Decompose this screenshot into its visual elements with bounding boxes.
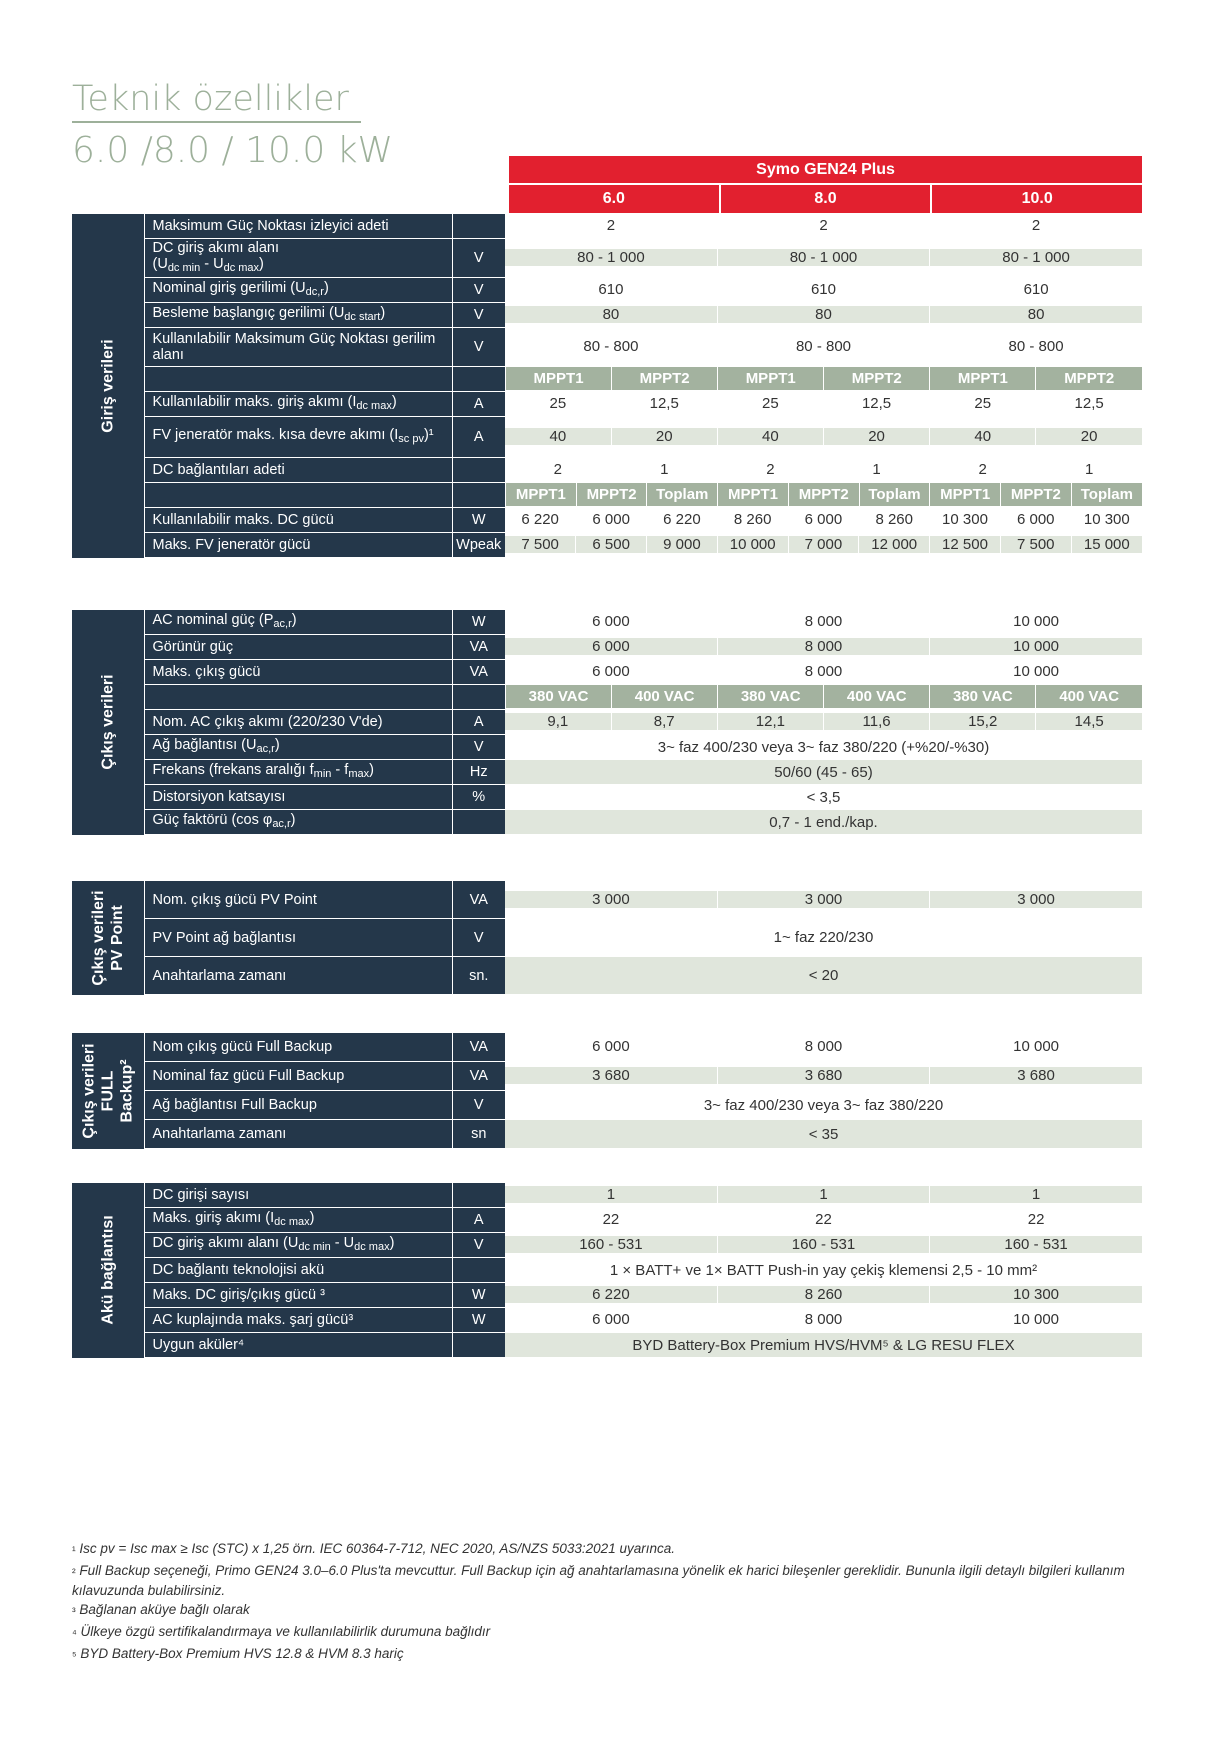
sub-header-cell: MPPT2: [612, 367, 718, 391]
input-data-section: [72, 214, 1142, 558]
value-cell: 1: [823, 461, 929, 479]
row-label: Nominal faz gücü Full Backup: [144, 1062, 452, 1091]
row-unit: VA: [452, 1033, 505, 1062]
value-cell: 80 - 800: [930, 338, 1142, 356]
value-cell: 6 000: [1000, 511, 1071, 529]
value-cell: 10 000: [930, 638, 1142, 656]
value-cell: 20: [611, 428, 717, 446]
sub-header-cell: MPPT2: [576, 483, 647, 507]
footnote: ² Full Backup seçeneği, Primo GEN24 3.0–6.0 Plus'ta mevcuttur. Full Backup için ağ anahtarlamasına yönelik ek harici bileşenler gereklidir. Bununla ilgili detaylı bilgileri kullanım kılavuzunda bulabilirsiniz.: [72, 1563, 1125, 1598]
row-label: AC nominal güç $(P_{ac,r})$: [144, 610, 452, 635]
row-label: DC girişi sayısı: [144, 1183, 452, 1208]
section-title: Çıkış verileri: [99, 674, 117, 770]
section-side-label: [72, 1033, 144, 1149]
value-cell: 80: [717, 306, 929, 324]
value-cell: 2: [717, 461, 823, 479]
value-cell: 8,7: [611, 713, 717, 731]
value-cell: 8 000: [717, 1311, 929, 1329]
value-cell: 80 - 1 000: [930, 249, 1142, 267]
row-label: Ağ bağlantısı Full Backup: [144, 1091, 452, 1120]
row-label: Distorsiyon katsayısı: [144, 785, 452, 810]
value-cell: 2: [505, 461, 611, 479]
sub-header-cell: 380 VAC: [930, 685, 1036, 709]
row-unit: [452, 458, 505, 483]
section-side-label: [72, 881, 144, 995]
row-label: Uygun aküler⁴: [144, 1333, 452, 1358]
value-cell: 22: [505, 1211, 717, 1229]
value-cell: 6 000: [505, 638, 717, 656]
row-unit: [452, 1258, 505, 1283]
value-cell: 40: [505, 428, 611, 446]
value-cell: 40: [930, 428, 1036, 446]
row-label: Nominal giriş gerilimi $(U_{dc,r})$: [144, 278, 452, 303]
row-label: AC kuplajında maks. şarj gücü³: [144, 1308, 452, 1333]
sub-header-cell: 400 VAC: [1036, 685, 1142, 709]
value-cell: 12 500: [930, 536, 1001, 554]
value-cell: 2: [930, 461, 1036, 479]
sub-header-cell: 400 VAC: [824, 685, 930, 709]
model-8-header: 8.0: [719, 185, 931, 213]
sub-header-cell: MPPT1: [930, 367, 1036, 391]
sub-header-cell: MPPT1: [506, 367, 612, 391]
value-cell: < 35: [505, 1120, 1142, 1149]
row-unit: [452, 1183, 505, 1208]
value-cell: 80 - 800: [717, 338, 929, 356]
value-cell: 8 000: [717, 1038, 929, 1056]
sub-header-cell: MPPT1: [718, 483, 789, 507]
value-cell: 10 000: [930, 1311, 1142, 1329]
value-cell: 12 000: [859, 536, 930, 554]
value-cell: 6 000: [788, 511, 859, 529]
row-label: Anahtarlama zamanı: [144, 957, 452, 995]
value-cell: 6 220: [505, 1286, 717, 1304]
value-cell: 8 260: [717, 1286, 929, 1304]
row-unit: Wpeak: [452, 533, 505, 558]
section-side-label: [72, 214, 144, 558]
row-label: FV jeneratör maks. kısa devre akımı $(I_{sc pv})^1$: [144, 417, 452, 458]
full-backup-section: [72, 1033, 1142, 1149]
value-cell: 80 - 800: [505, 338, 717, 356]
sub-header-cell: 380 VAC: [506, 685, 612, 709]
row-unit: sn.: [452, 957, 505, 995]
row-label: Maks. FV jeneratör gücü: [144, 533, 452, 558]
row-unit: sn: [452, 1120, 505, 1149]
row-label: Nom. çıkış gücü PV Point: [144, 881, 452, 919]
sub-header-cell: MPPT2: [788, 483, 859, 507]
footnote: ⁵ BYD Battery-Box Premium HVS 12.8 & HVM 8.3 hariç: [72, 1646, 404, 1662]
value-cell: 8 260: [859, 511, 930, 529]
row-unit: VA: [452, 1062, 505, 1091]
value-cell: 8 000: [717, 663, 929, 681]
value-cell: 0,7 - 1 end./kap.: [505, 810, 1142, 835]
value-cell: 6 500: [576, 536, 647, 554]
value-cell: 3 000: [930, 891, 1142, 909]
value-cell: 10 300: [930, 511, 1001, 529]
value-cell: 2: [930, 217, 1142, 235]
sub-header-cell: MPPT2: [1001, 483, 1072, 507]
value-cell: 2: [717, 217, 929, 235]
sub-header-cell: Toplam: [1071, 483, 1142, 507]
value-cell: 6 000: [576, 511, 647, 529]
value-cell: 10 300: [1071, 511, 1142, 529]
row-unit: W: [452, 1283, 505, 1308]
value-cell: 10 000: [717, 536, 788, 554]
value-cell: 1: [930, 1186, 1142, 1204]
value-cell: 3 000: [717, 891, 929, 909]
value-cell: 40: [717, 428, 823, 446]
value-cell: 80 - 1 000: [505, 249, 717, 267]
row-label: Maks. giriş akımı $(I_{dc max})$: [144, 1208, 452, 1233]
footnotes: [72, 1540, 1152, 1667]
row-unit: W: [452, 610, 505, 635]
row-unit: V: [452, 735, 505, 760]
value-cell: 25: [717, 395, 823, 413]
value-cell: 80: [930, 306, 1142, 324]
section-title: Giriş verileri: [99, 339, 117, 433]
value-cell: 8 260: [717, 511, 788, 529]
value-cell: 15 000: [1071, 536, 1142, 554]
sub-header-cell: MPPT2: [1036, 367, 1142, 391]
row-label: Görünür güç: [144, 635, 452, 660]
output-data-section: [72, 610, 1142, 835]
value-cell: 22: [930, 1211, 1142, 1229]
row-label: Kullanılabilir maks. DC gücü: [144, 508, 452, 533]
sub-header-cell: MPPT1: [718, 367, 824, 391]
row-label: Maksimum Güç Noktası izleyici adeti: [144, 214, 452, 239]
row-label: PV Point ağ bağlantısı: [144, 919, 452, 957]
row-unit: V: [452, 303, 505, 328]
value-cell: 3 680: [505, 1067, 717, 1085]
value-cell: 160 - 531: [505, 1236, 717, 1254]
row-unit: [452, 1333, 505, 1358]
value-cell: 1: [505, 1186, 717, 1204]
row-label: Anahtarlama zamanı: [144, 1120, 452, 1149]
row-unit: [452, 214, 505, 239]
row-unit: A: [452, 1208, 505, 1233]
value-cell: 10 000: [930, 663, 1142, 681]
value-cell: 7 000: [788, 536, 859, 554]
value-cell: 80: [505, 306, 717, 324]
value-cell: < 3,5: [505, 785, 1142, 810]
row-unit: VA: [452, 881, 505, 919]
section-side-label: [72, 1183, 144, 1358]
value-cell: 8 000: [717, 613, 929, 631]
row-label: DC bağlantı teknolojisi akü: [144, 1258, 452, 1283]
row-unit: [452, 810, 505, 835]
section-title: Çıkış verileri PV Point: [89, 890, 126, 986]
row-label: DC bağlantıları adeti: [144, 458, 452, 483]
row-unit: %: [452, 785, 505, 810]
value-cell: 6 000: [505, 613, 717, 631]
value-cell: 610: [505, 281, 717, 299]
row-unit: A: [452, 417, 505, 458]
value-cell: 6 220: [505, 511, 576, 529]
value-cell: 1: [1036, 461, 1142, 479]
pv-point-section: [72, 881, 1142, 995]
row-unit: W: [452, 1308, 505, 1333]
row-label: Kullanılabilir maks. giriş akımı $(I_{dc max})$: [144, 392, 452, 417]
value-cell: 8 000: [717, 638, 929, 656]
sub-header-cell: MPPT1: [506, 483, 577, 507]
row-label: DC giriş akımı alanı $(U_{dc min} - U_{dc max})$: [144, 1233, 452, 1258]
value-cell: 1: [611, 461, 717, 479]
footnote: ¹ Isc pv = Isc max ≥ Isc (STC) x 1,25 örn. IEC 60364-7-712, NEC 2020, AS/NZS 5033:2021 uyarınca.: [72, 1541, 675, 1557]
value-cell: 6 000: [505, 663, 717, 681]
value-cell: 1 × BATT+ ve 1× BATT Push-in yay çekiş klemensi 2,5 - 10 mm²: [505, 1258, 1142, 1283]
value-cell: 25: [505, 395, 611, 413]
value-cell: 610: [717, 281, 929, 299]
row-label: Frekans (frekans aralığı $f_{min} - f_{max}$): [144, 760, 452, 785]
product-name-header: Symo GEN24 Plus: [509, 156, 1142, 183]
value-cell: 12,5: [823, 395, 929, 413]
row-label: Nom. AC çıkış akımı (220/230 V'de): [144, 710, 452, 735]
value-cell: 3~ faz 400/230 veya 3~ faz 380/220 (+%20/-%30): [505, 735, 1142, 760]
row-unit: V: [452, 239, 505, 278]
value-cell: 3 680: [930, 1067, 1142, 1085]
sub-header-cell: MPPT2: [824, 367, 930, 391]
row-label: Nom çıkış gücü Full Backup: [144, 1033, 452, 1062]
value-cell: 9 000: [647, 536, 718, 554]
page-subtitle: 6.0 /8.0 / 10.0 kW: [72, 130, 394, 171]
value-cell: 7 500: [505, 536, 576, 554]
value-cell: 50/60 (45 - 65): [505, 760, 1142, 785]
value-cell: 10 300: [930, 1286, 1142, 1304]
row-unit: A: [452, 392, 505, 417]
row-unit: V: [452, 919, 505, 957]
value-cell: 3 000: [505, 891, 717, 909]
footnote: ³ Bağlanan aküye bağlı olarak: [72, 1602, 250, 1618]
row-unit: VA: [452, 660, 505, 685]
model-header: [509, 185, 1142, 213]
value-cell: 25: [930, 395, 1036, 413]
row-unit: VA: [452, 635, 505, 660]
value-cell: 6 000: [505, 1038, 717, 1056]
value-cell: 80 - 1 000: [717, 249, 929, 267]
row-label: Maks. çıkış gücü: [144, 660, 452, 685]
value-cell: 1: [717, 1186, 929, 1204]
section-title: Akü bağlantısı: [99, 1215, 117, 1325]
value-cell: 10 000: [930, 1038, 1142, 1056]
title-underline: [72, 121, 361, 123]
section-side-label: [72, 610, 144, 835]
row-unit: Hz: [452, 760, 505, 785]
value-cell: 160 - 531: [717, 1236, 929, 1254]
row-unit: V: [452, 1091, 505, 1120]
value-cell: 3~ faz 400/230 veya 3~ faz 380/220: [505, 1091, 1142, 1120]
value-cell: 12,5: [1036, 395, 1142, 413]
row-unit: W: [452, 508, 505, 533]
value-cell: 12,1: [717, 713, 823, 731]
model-6-header: 6.0: [602, 190, 625, 207]
value-cell: 7 500: [1000, 536, 1071, 554]
value-cell: 610: [930, 281, 1142, 299]
value-cell: 10 000: [930, 613, 1142, 631]
value-cell: 160 - 531: [930, 1236, 1142, 1254]
value-cell: 12,5: [611, 395, 717, 413]
value-cell: BYD Battery-Box Premium HVS/HVM⁵ & LG RESU FLEX: [505, 1333, 1142, 1358]
value-cell: 6 000: [505, 1311, 717, 1329]
value-cell: 14,5: [1036, 713, 1142, 731]
row-unit: A: [452, 710, 505, 735]
row-label: Ağ bağlantısı $(U_{ac,r})$: [144, 735, 452, 760]
row-unit: V: [452, 1233, 505, 1258]
sub-header-cell: 400 VAC: [612, 685, 718, 709]
row-unit: V: [452, 278, 505, 303]
value-cell: 3 680: [717, 1067, 929, 1085]
row-unit: V: [452, 328, 505, 367]
sub-header-cell: MPPT1: [930, 483, 1001, 507]
row-label: Maks. DC giriş/çıkış gücü ³: [144, 1283, 452, 1308]
value-cell: 6 220: [647, 511, 718, 529]
value-cell: < 20: [505, 957, 1142, 995]
sub-header-cell: 380 VAC: [718, 685, 824, 709]
value-cell: 22: [717, 1211, 929, 1229]
value-cell: 20: [823, 428, 929, 446]
row-label: Besleme başlangıç gerilimi $(U_{dc start})$: [144, 303, 452, 328]
page-title: Teknik özellikler: [72, 79, 349, 119]
row-label: DC giriş akımı alanı $(U_{dc min} - U_{dc max})$: [144, 239, 452, 278]
value-cell: 1~ faz 220/230: [505, 919, 1142, 957]
model-10-header: 10.0: [930, 185, 1142, 213]
value-cell: 9,1: [505, 713, 611, 731]
value-cell: 2: [505, 217, 717, 235]
footnote: ⁴ Ülkeye özgü sertifikalandırmaya ve kullanılabilirlik durumuna bağlıdır: [72, 1624, 491, 1640]
row-label: Kullanılabilir Maksimum Güç Noktası gerilim alanı: [144, 328, 452, 367]
sub-header-cell: Toplam: [859, 483, 930, 507]
battery-section: [72, 1183, 1142, 1358]
value-cell: 15,2: [930, 713, 1036, 731]
value-cell: 20: [1036, 428, 1142, 446]
sub-header-cell: Toplam: [647, 483, 718, 507]
value-cell: 11,6: [823, 713, 929, 731]
row-label: Güç faktörü (cos $\varphi_{ac,r}$): [144, 810, 452, 835]
section-title: Çıkış verileri FULL Backup²: [80, 1043, 136, 1139]
